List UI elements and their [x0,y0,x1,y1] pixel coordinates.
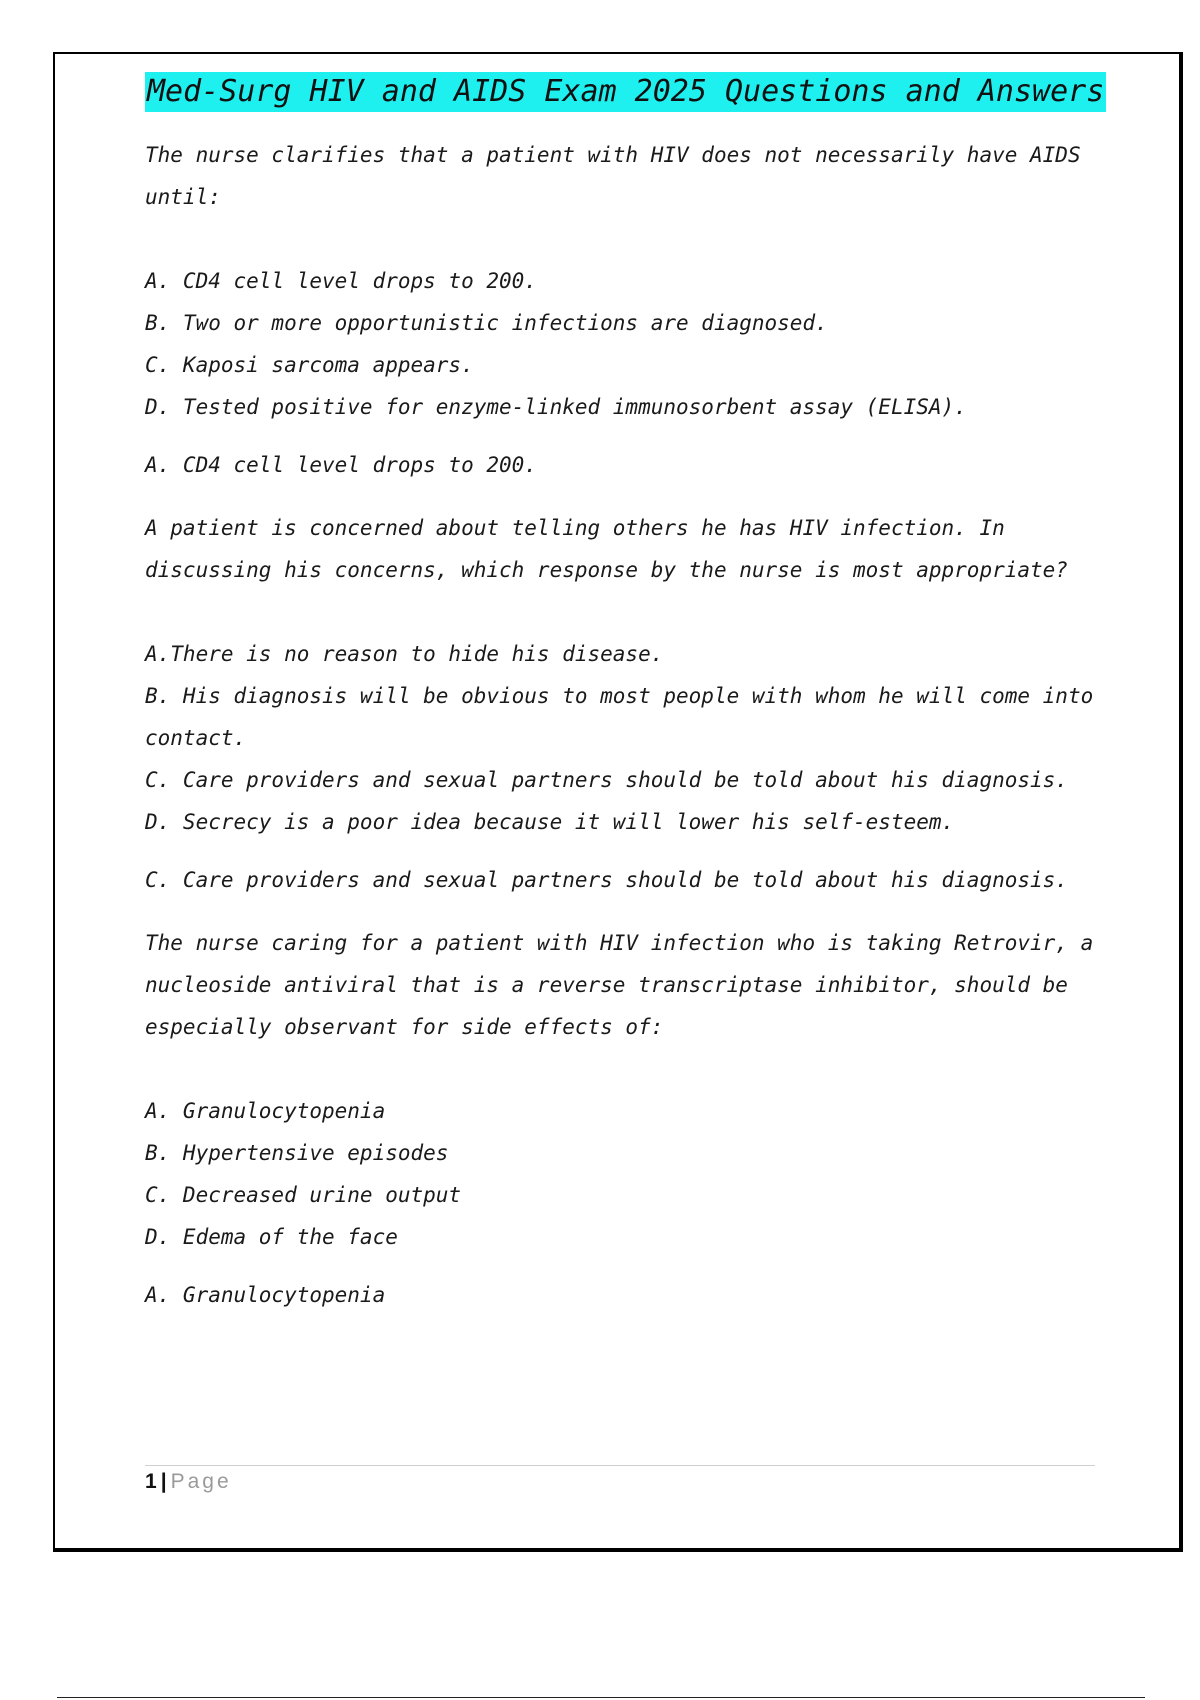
page-number: 1 [145,1470,157,1493]
footer-separator: | [160,1470,167,1493]
option-b: B. His diagnosis will be obvious to most people with whom he will come into contact. [145,684,1094,750]
option-c: C. Care providers and sexual partners should be told about his diagnosis. [145,768,1068,792]
option-d: D. Secrecy is a poor idea because it will lower his self-esteem. [145,810,955,834]
question-stem: The nurse caring for a patient with HIV infection who is taking Retrovir, a nucleoside antiviral that is a reverse transcriptase inhibitor, should be especially observant for side effects of: [145,931,1094,1039]
answer: C. Care providers and sexual partners should be told about his diagnosis. [145,868,1068,892]
answer: A. Granulocytopenia [145,1283,386,1307]
option-b: B. Hypertensive episodes [145,1141,449,1165]
question-3 [145,922,1095,1316]
option-c: C. Decreased urine output [145,1183,462,1207]
option-a: A. Granulocytopenia [145,1099,386,1123]
option-list [145,1090,1095,1258]
document-body [145,72,1105,1337]
option-b: B. Two or more opportunistic infections are diagnosed. [145,311,828,335]
page-label: Page [170,1470,232,1493]
option-d: D. Tested positive for enzyme-linked immunosorbent assay (ELISA). [145,395,967,419]
option-a: A.There is no reason to hide his disease. [145,642,664,666]
option-list [145,633,1095,843]
page-footer [145,1465,1095,1494]
option-d: D. Edema of the face [145,1225,398,1249]
question-stem: The nurse clarifies that a patient with HIV does not necessarily have AIDS until: [145,143,1081,209]
document-title: Med-Surg HIV and AIDS Exam 2025 Questions and Answers [145,72,1106,112]
option-a: A. CD4 cell level drops to 200. [145,269,537,293]
option-list [145,260,1095,428]
option-c: C. Kaposi sarcoma appears. [145,353,474,377]
bottom-rule [57,1697,1145,1698]
question-1 [145,134,1095,486]
question-stem: A patient is concerned about telling others he has HIV infection. In discussing his concerns, which response by the nurse is most appropriate? [145,516,1068,582]
answer: A. CD4 cell level drops to 200. [145,453,537,477]
question-2 [145,507,1095,901]
